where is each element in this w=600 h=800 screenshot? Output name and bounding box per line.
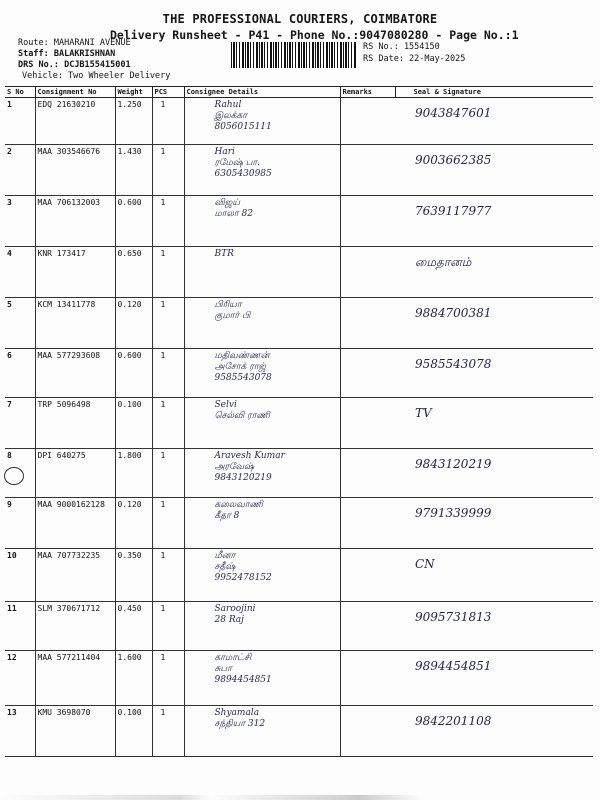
- cell-signature: [395, 449, 593, 498]
- consignee-line: BTR: [214, 249, 234, 259]
- cell-consignment: DPI 640275: [35, 449, 115, 498]
- table-row: [5, 98, 593, 145]
- consignee-line: Rahul: [214, 100, 242, 110]
- consignee-line: மதிவண்ணன்: [214, 351, 270, 361]
- drs-line: [18, 60, 131, 71]
- consignee-line: அசோக் ராஜ்: [214, 362, 267, 372]
- handwritten-signature: 9585543078: [415, 357, 492, 371]
- vehicle-line: Vehicle: Two Wheeler Delivery: [22, 71, 171, 81]
- cell-consignment: KCM 13411778: [35, 298, 115, 349]
- cell-remarks: [340, 247, 395, 298]
- staff-label: Staff:: [18, 49, 49, 59]
- cell-pcs: 1: [152, 398, 184, 449]
- cell-remarks: [340, 145, 395, 196]
- cell-pcs: 1: [152, 196, 184, 247]
- consignee-line: 6305430985: [214, 169, 272, 179]
- cell-pcs: 1: [152, 247, 184, 298]
- cell-signature: [395, 349, 593, 398]
- cell-sno: 7: [5, 398, 35, 449]
- consignee-line: குமார் பி: [214, 311, 251, 321]
- cell-consignee: [184, 706, 340, 757]
- cell-signature: [395, 196, 593, 247]
- cell-signature: [395, 398, 593, 449]
- cell-signature: [395, 651, 593, 706]
- cell-signature: [395, 549, 593, 602]
- cell-weight: 1.600: [115, 651, 152, 706]
- table-row: [5, 498, 593, 549]
- rs-date: RS Date: 22-May-2025: [363, 54, 466, 64]
- cell-sno: 10: [5, 549, 35, 602]
- cell-sno: 13: [5, 706, 35, 757]
- table-row: [5, 706, 593, 757]
- consignee-line: ரமேஷ் பா.: [214, 158, 260, 168]
- cell-consignee: [184, 349, 340, 398]
- consignee-line: விஜய்: [214, 198, 240, 208]
- cell-consignee: [184, 449, 340, 498]
- col-weight: Weight: [115, 87, 152, 98]
- cell-pcs: 1: [152, 651, 184, 706]
- cell-weight: 0.600: [115, 196, 152, 247]
- cell-weight: 1.250: [115, 98, 152, 145]
- consignee-line: காமாட்சி: [214, 653, 252, 663]
- cell-weight: 0.350: [115, 549, 152, 602]
- cell-sno: 9: [5, 498, 35, 549]
- consignee-line: Aravesh Kumar: [214, 451, 285, 461]
- route-line: [18, 38, 131, 49]
- consignee-line: இலக்கா: [214, 111, 247, 121]
- handwritten-signature: 9843120219: [415, 457, 492, 471]
- cell-signature: [395, 602, 593, 651]
- row-circle-mark: [4, 467, 24, 485]
- cell-consignee: [184, 247, 340, 298]
- cell-consignee: [184, 145, 340, 196]
- staff-value: BALAKRISHNAN: [53, 49, 116, 59]
- cell-pcs: 1: [152, 98, 184, 145]
- cell-pcs: 1: [152, 298, 184, 349]
- consignee-line: 9952478152: [214, 573, 272, 583]
- route-value: MAHARANI AVENUE: [53, 38, 131, 48]
- cell-remarks: [340, 298, 395, 349]
- cell-consignee: [184, 651, 340, 706]
- cell-consignment: MAA 303546676: [35, 145, 115, 196]
- cell-remarks: [340, 651, 395, 706]
- handwritten-signature: 9043847601: [415, 106, 492, 120]
- cell-sno: 12: [5, 651, 35, 706]
- cell-weight: 1.800: [115, 449, 152, 498]
- consignee-line: 9843120219: [214, 473, 272, 483]
- runsheet-table: [5, 86, 593, 757]
- cell-sno: 1: [5, 98, 35, 145]
- cell-consignee: [184, 98, 340, 145]
- cell-signature: [395, 706, 593, 757]
- cell-remarks: [340, 498, 395, 549]
- consignee-line: மீனா: [214, 551, 236, 561]
- cell-pcs: 1: [152, 602, 184, 651]
- consignee-line: கலைவாணி: [214, 500, 263, 510]
- cell-remarks: [340, 196, 395, 247]
- table-row: [5, 349, 593, 398]
- cell-remarks: [340, 449, 395, 498]
- cell-sno: 5: [5, 298, 35, 349]
- consignee-line: 8056015111: [214, 122, 272, 132]
- table-row: [5, 247, 593, 298]
- consignee-line: கீதா 8: [214, 511, 240, 521]
- cell-pcs: 1: [152, 349, 184, 398]
- cell-remarks: [340, 98, 395, 145]
- cell-weight: 1.430: [115, 145, 152, 196]
- cell-remarks: [340, 349, 395, 398]
- consignee-line: 9585543078: [214, 373, 272, 383]
- drs-label: DRS No.:: [18, 60, 59, 70]
- cell-weight: 0.600: [115, 349, 152, 398]
- consignee-line: செல்வி ராணி: [214, 411, 270, 421]
- cell-consignment: MAA 577211404: [35, 651, 115, 706]
- cell-consignment: MAA 706132003: [35, 196, 115, 247]
- cell-weight: 0.100: [115, 706, 152, 757]
- handwritten-signature: 9791339999: [415, 506, 492, 520]
- cell-consignment: SLM 370671712: [35, 602, 115, 651]
- consignee-line: அரவேஷ்: [214, 462, 255, 472]
- cell-sno: 8: [5, 449, 35, 498]
- consignee-line: Hari: [214, 147, 235, 157]
- cell-remarks: [340, 398, 395, 449]
- cell-consignment: MAA 9000162128: [35, 498, 115, 549]
- cell-consignment: EDQ 21630210: [35, 98, 115, 145]
- cell-pcs: 1: [152, 449, 184, 498]
- col-consignee: Consignee Details: [184, 87, 340, 98]
- cell-weight: 0.120: [115, 298, 152, 349]
- cell-pcs: 1: [152, 706, 184, 757]
- cell-weight: 0.120: [115, 498, 152, 549]
- consignee-line: Selvi: [214, 400, 237, 410]
- cell-remarks: [340, 549, 395, 602]
- table-row: [5, 298, 593, 349]
- cell-signature: [395, 98, 593, 145]
- table-row: [5, 145, 593, 196]
- barcode: [231, 42, 357, 68]
- cell-weight: 0.650: [115, 247, 152, 298]
- table-row: [5, 398, 593, 449]
- cell-consignment: MAA 577293608: [35, 349, 115, 398]
- consignee-line: சுபா: [214, 664, 232, 674]
- consignee-line: சந்தியா 312: [214, 719, 266, 729]
- col-signature: Seal & Signature: [395, 87, 593, 98]
- cell-pcs: 1: [152, 145, 184, 196]
- handwritten-signature: 9095731813: [415, 610, 492, 624]
- drs-value: DCJB155415001: [64, 60, 131, 70]
- cell-sno: 4: [5, 247, 35, 298]
- handwritten-signature: 9842201108: [415, 714, 492, 728]
- cell-consignee: [184, 498, 340, 549]
- cell-consignee: [184, 602, 340, 651]
- col-sno: S No: [5, 87, 35, 98]
- cell-pcs: 1: [152, 498, 184, 549]
- table-header-row: [5, 87, 593, 98]
- handwritten-signature: மைதானம்: [415, 255, 472, 269]
- cell-remarks: [340, 602, 395, 651]
- handwritten-signature: 7639117977: [415, 204, 492, 218]
- cell-consignment: MAA 707732235: [35, 549, 115, 602]
- route-label: Route:: [18, 38, 49, 48]
- cell-consignee: [184, 298, 340, 349]
- consignee-line: பிரியா: [214, 300, 242, 310]
- consignee-line: 9894454851: [214, 675, 272, 685]
- cell-sno: 6: [5, 349, 35, 398]
- table-row: [5, 449, 593, 498]
- cell-consignment: KNR 173417: [35, 247, 115, 298]
- cell-consignee: [184, 549, 340, 602]
- table-body: [5, 98, 593, 757]
- table-row: [5, 549, 593, 602]
- col-consignment: Consignment No: [35, 87, 115, 98]
- consignee-line: Shyamala: [214, 708, 260, 718]
- cell-signature: [395, 247, 593, 298]
- cell-sno: 2: [5, 145, 35, 196]
- consignee-line: மாலா 82: [214, 209, 253, 219]
- cell-remarks: [340, 706, 395, 757]
- table-row: [5, 602, 593, 651]
- col-pcs: PCS: [152, 87, 184, 98]
- cell-consignee: [184, 398, 340, 449]
- cell-weight: 0.450: [115, 602, 152, 651]
- company-title: THE PROFESSIONAL COURIERS, COIMBATORE: [162, 12, 438, 26]
- scan-edge: [0, 795, 600, 800]
- cell-signature: [395, 298, 593, 349]
- consignee-line: 28 Raj: [214, 615, 244, 625]
- handwritten-signature: CN: [415, 557, 435, 571]
- table-row: [5, 651, 593, 706]
- cell-consignment: KMU 3698070: [35, 706, 115, 757]
- consignee-line: சதீஷ்: [214, 562, 236, 572]
- handwritten-signature: 9884700381: [415, 306, 492, 320]
- consignee-line: Saroojini: [214, 604, 256, 614]
- handwritten-signature: TV: [415, 406, 432, 420]
- staff-line: [18, 49, 115, 60]
- cell-signature: [395, 145, 593, 196]
- cell-signature: [395, 498, 593, 549]
- cell-weight: 0.100: [115, 398, 152, 449]
- cell-consignee: [184, 196, 340, 247]
- runsheet-title: Delivery Runsheet - P41 - Phone No.:9047080280 - Page No.:1: [110, 28, 519, 42]
- handwritten-signature: 9003662385: [415, 153, 492, 167]
- handwritten-signature: 9894454851: [415, 659, 492, 673]
- table-row: [5, 196, 593, 247]
- cell-sno: 11: [5, 602, 35, 651]
- col-remarks: Remarks: [340, 87, 395, 98]
- cell-consignment: TRP 5096498: [35, 398, 115, 449]
- rs-number: RS No.: 1554150: [363, 42, 440, 52]
- cell-sno: 3: [5, 196, 35, 247]
- cell-pcs: 1: [152, 549, 184, 602]
